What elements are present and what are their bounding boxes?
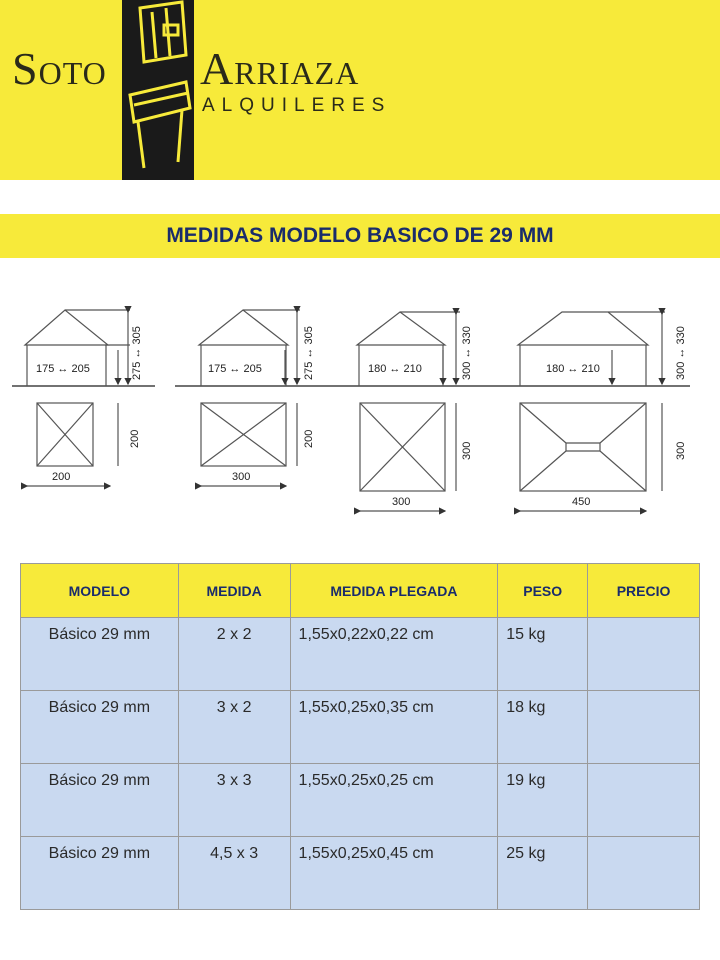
cell-precio — [588, 764, 700, 837]
tent-1-height-range: 275 ↔ 305 — [131, 326, 143, 380]
brand-subtitle: ALQUILERES — [202, 95, 392, 116]
header-modelo: MODELO — [21, 564, 179, 618]
tent-3-depth: 300 — [461, 441, 473, 460]
tent-4-base: 450 — [572, 496, 591, 508]
tent-3-base: 300 — [392, 496, 411, 508]
cell-peso: 19 kg — [498, 764, 588, 837]
cell-peso: 15 kg — [498, 618, 588, 691]
tent-4-depth: 300 — [675, 441, 687, 460]
title-band — [0, 214, 720, 258]
cell-medida: 4,5 x 3 — [178, 837, 290, 910]
header-banner — [0, 0, 720, 180]
tent-plan-1 — [27, 403, 118, 486]
tent-3-height-range: 300 ↔ 330 — [461, 326, 473, 380]
header-medida-plegada: MEDIDA PLEGADA — [290, 564, 498, 618]
cell-modelo: Básico 29 mm — [21, 764, 179, 837]
logo-emblem — [122, 0, 194, 180]
page-title: MEDIDAS MODELO BASICO DE 29 MM — [166, 224, 554, 247]
cell-medida-plegada: 1,55x0,22x0,22 cm — [290, 618, 498, 691]
tent-4-width-range: 180 ↔ 210 — [546, 363, 600, 375]
cell-precio — [588, 837, 700, 910]
cell-modelo: Básico 29 mm — [21, 618, 179, 691]
tent-plan-4 — [520, 403, 662, 511]
cell-medida-plegada: 1,55x0,25x0,45 cm — [290, 837, 498, 910]
tent-2-width-range: 175 ↔ 205 — [208, 363, 262, 375]
table-row — [21, 618, 700, 691]
header-medida: MEDIDA — [178, 564, 290, 618]
cell-medida-plegada: 1,55x0,25x0,35 cm — [290, 691, 498, 764]
tent-4-height-range: 300 ↔ 330 — [675, 326, 687, 380]
tent-diagrams — [0, 300, 720, 530]
table-row — [21, 691, 700, 764]
specs-table — [20, 563, 700, 910]
chair-table-icon — [122, 0, 194, 180]
cell-peso: 18 kg — [498, 691, 588, 764]
cell-precio — [588, 618, 700, 691]
tent-1-depth: 200 — [129, 429, 141, 448]
tent-1-base: 200 — [52, 471, 71, 483]
header-precio: PRECIO — [588, 564, 700, 618]
cell-medida: 3 x 2 — [178, 691, 290, 764]
header-peso: PESO — [498, 564, 588, 618]
tent-2-depth: 200 — [303, 429, 315, 448]
table-header-row — [21, 564, 700, 618]
cell-medida-plegada: 1,55x0,25x0,25 cm — [290, 764, 498, 837]
table-row — [21, 764, 700, 837]
cell-medida: 3 x 3 — [178, 764, 290, 837]
tent-3-width-range: 180 ↔ 210 — [368, 363, 422, 375]
cell-modelo: Básico 29 mm — [21, 691, 179, 764]
table-row — [21, 837, 700, 910]
cell-modelo: Básico 29 mm — [21, 837, 179, 910]
tent-1-width-range: 175 ↔ 205 — [36, 363, 90, 375]
cell-precio — [588, 691, 700, 764]
brand-name-right: Arriaza — [200, 43, 360, 94]
tent-2-base: 300 — [232, 471, 251, 483]
cell-medida: 2 x 2 — [178, 618, 290, 691]
tent-2-height-range: 275 ↔ 305 — [303, 326, 315, 380]
brand-name-left: Soto — [12, 43, 107, 94]
tent-plan-3 — [360, 403, 456, 511]
cell-peso: 25 kg — [498, 837, 588, 910]
